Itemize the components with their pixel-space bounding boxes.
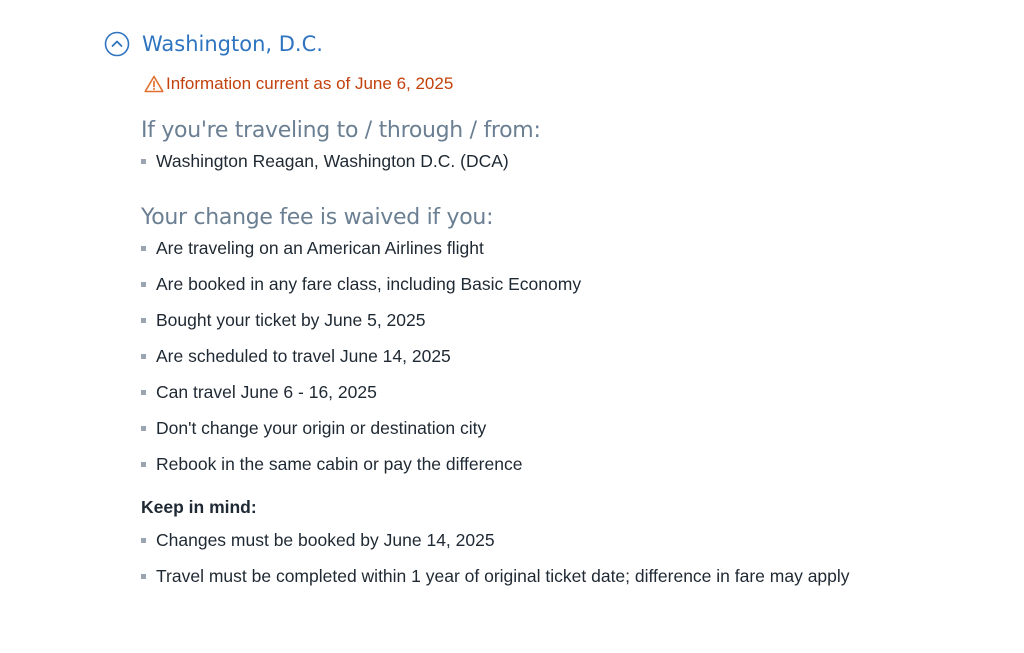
list-item-text: Can travel June 6 - 16, 2025 [156, 381, 377, 402]
warning-triangle-icon [144, 75, 164, 93]
conditions-list [141, 230, 984, 482]
travel-heading: If you're traveling to / through / from: [141, 118, 541, 143]
keep-in-mind-label: Keep in mind: [141, 497, 257, 517]
waiver-section-washington [104, 28, 984, 594]
list-item [141, 338, 984, 374]
list-item-text: Changes must be booked by June 14, 2025 [156, 529, 495, 550]
list-item [141, 558, 984, 594]
bullet-icon [141, 354, 146, 359]
section-header[interactable] [104, 28, 984, 60]
list-item-text: Bought your ticket by June 5, 2025 [156, 309, 426, 330]
bullet-icon [141, 390, 146, 395]
list-item [141, 266, 984, 302]
notice-text: Information current as of June 6, 2025 [166, 74, 454, 93]
list-item-text: Are scheduled to travel June 14, 2025 [156, 345, 451, 366]
bullet-icon [141, 318, 146, 323]
airport-list [141, 143, 984, 179]
list-item-text: Are traveling on an American Airlines flight [156, 237, 484, 258]
list-item-text: Travel must be completed within 1 year of original ticket date; difference in fare may apply [156, 565, 850, 586]
list-item [141, 410, 984, 446]
section-title[interactable]: Washington, D.C. [142, 32, 323, 56]
bullet-icon [141, 462, 146, 467]
list-item [141, 374, 984, 410]
list-item-text: Are booked in any fare class, including Basic Economy [156, 273, 582, 294]
bullet-icon [141, 282, 146, 287]
bullet-icon [141, 538, 146, 543]
bullet-icon [141, 574, 146, 579]
list-item [141, 522, 984, 558]
list-item-text: Washington Reagan, Washington D.C. (DCA) [156, 150, 509, 171]
bullet-icon [141, 246, 146, 251]
list-item-text: Rebook in the same cabin or pay the difference [156, 453, 523, 474]
list-item-text: Don't change your origin or destination city [156, 417, 487, 438]
list-item [141, 230, 984, 266]
bullet-icon [141, 159, 146, 164]
list-item [141, 143, 984, 179]
bullet-icon [141, 426, 146, 431]
info-notice [144, 72, 984, 96]
list-item [141, 446, 984, 482]
chevron-up-circle-icon[interactable] [104, 31, 130, 57]
notes-list [141, 522, 984, 594]
waiver-heading: Your change fee is waived if you: [141, 205, 494, 230]
list-item [141, 302, 984, 338]
